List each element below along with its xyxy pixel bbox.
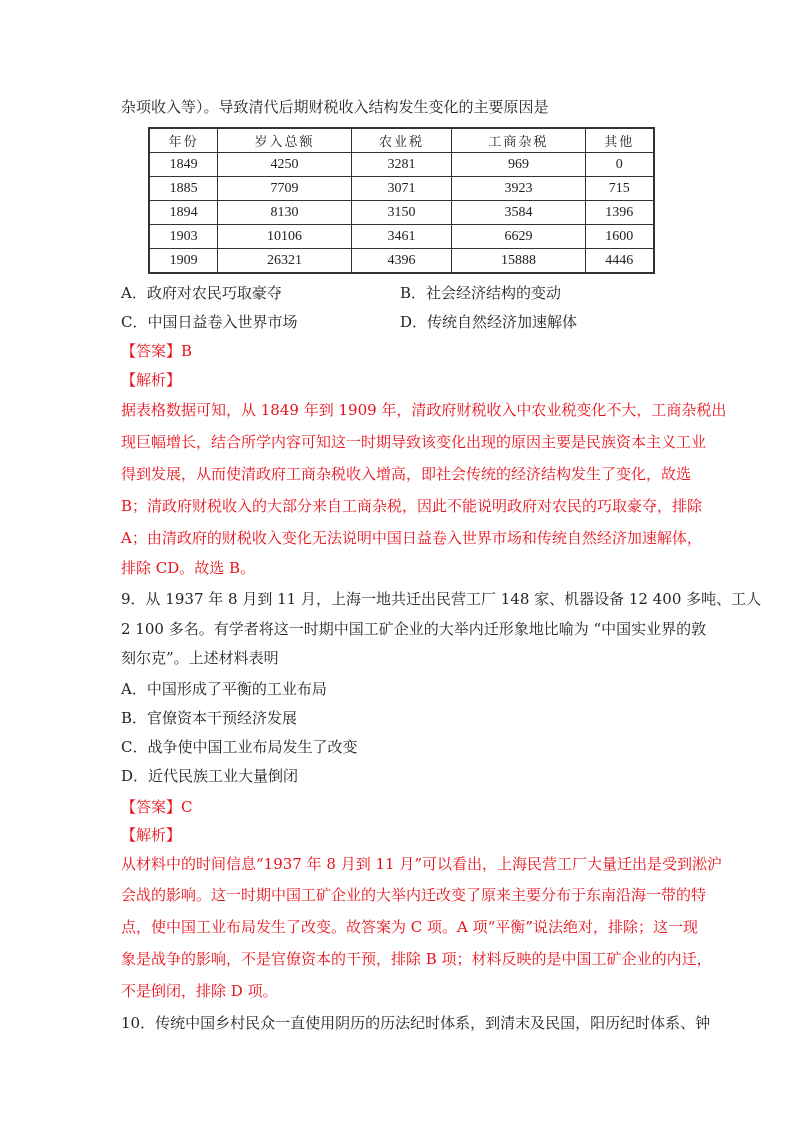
table-cell: 715: [585, 177, 654, 201]
q9-stem-line: 2 100 多名。有学者将这一时期中国工矿企业的大举内迁形象地比喻为 “中国实业界的敦: [121, 620, 707, 638]
table-row: [149, 153, 654, 177]
q8-analysis-label: 【解析】: [121, 371, 182, 389]
q8-option-b: B．社会经济结构的变动: [400, 284, 562, 302]
q9-analysis-label: 【解析】: [121, 826, 182, 844]
q9-stem-line: 9．从 1937 年 8 月到 11 月，上海一地共迁出民营工厂 148 家、机器设备 12 400 多吨、工人: [121, 590, 762, 608]
table-cell: 3150: [351, 201, 452, 225]
table-cell: 4250: [218, 153, 351, 177]
table-cell: 3071: [351, 177, 452, 201]
table-cell: 3281: [351, 153, 452, 177]
q9-analysis-line: 点，使中国工业布局发生了改变。故答案为 C 项。A 项“平衡”说法绝对，排除；这一现: [121, 918, 698, 936]
q9-analysis-line: 象是战争的影响，不是官僚资本的干预，排除 B 项；材料反映的是中国工矿企业的内迁，: [121, 950, 712, 968]
table-row: [149, 201, 654, 225]
table-cell: 4446: [585, 249, 654, 274]
q9-analysis-line: 会战的影响。这一时期中国工矿企业的大举内迁改变了原来主要分布于东南沿海一带的特: [121, 886, 707, 904]
table-cell: 10106: [218, 225, 351, 249]
header-cell: 年份: [149, 128, 218, 153]
q9-option-a: A．中国形成了平衡的工业布局: [121, 680, 327, 698]
question-8-stem: 杂项收入等）。导致清代后期财税收入结构发生变化的主要原因是: [121, 98, 549, 116]
q9-analysis-line: 从材料中的时间信息“1937 年 8 月到 11 月”可以看出，上海民营工厂大量迁出是受到淞沪: [121, 855, 722, 873]
table-cell: 1909: [149, 249, 218, 274]
header-cell: 岁入总额: [218, 128, 351, 153]
table-cell: 1894: [149, 201, 218, 225]
table-cell: 3461: [351, 225, 452, 249]
q8-analysis-line: 得到发展，从而使清政府工商杂税收入增高，即社会传统的经济结构发生了变化，故选: [121, 465, 692, 483]
q9-answer: 【答案】C: [121, 798, 193, 816]
header-cell: 工商杂税: [452, 128, 585, 153]
q8-answer: 【答案】B: [121, 342, 193, 360]
table-cell: 7709: [218, 177, 351, 201]
q9-option-c: C．战争使中国工业布局发生了改变: [121, 738, 358, 756]
table-cell: 3584: [452, 201, 585, 225]
q8-option-a: A．政府对农民巧取豪夺: [121, 284, 282, 302]
table-cell: 1885: [149, 177, 218, 201]
table-header-row: [149, 128, 654, 153]
table-cell: 6629: [452, 225, 585, 249]
table-cell: 1396: [585, 201, 654, 225]
table-row: [149, 249, 654, 274]
q8-analysis-line: 据表格数据可知，从 1849 年到 1909 年，清政府财税收入中农业税变化不大，工商杂税出: [121, 401, 727, 419]
q10-stem: 10．传统中国乡村民众一直使用阴历的历法纪时体系，到清末及民国，阳历纪时体系、钟: [121, 1014, 711, 1032]
table-cell: 8130: [218, 201, 351, 225]
table-cell: 1903: [149, 225, 218, 249]
q9-option-b: B．官僚资本干预经济发展: [121, 709, 298, 727]
q9-option-d: D．近代民族工业大量倒闭: [121, 767, 299, 785]
table-cell: 15888: [452, 249, 585, 274]
q8-analysis-line: B；清政府财税收入的大部分来自工商杂税，因此不能说明政府对农民的巧取豪夺，排除: [121, 497, 703, 515]
table-cell: 4396: [351, 249, 452, 274]
table-cell: 969: [452, 153, 585, 177]
revenue-table: [148, 127, 655, 274]
q8-analysis-line: 现巨幅增长，结合所学内容可知这一时期导致该变化出现的原因主要是民族资本主义工业: [121, 433, 707, 451]
table-row: [149, 225, 654, 249]
q8-option-c: C．中国日益卷入世界市场: [121, 313, 298, 331]
table-cell: 3923: [452, 177, 585, 201]
table-cell: 1600: [585, 225, 654, 249]
table-cell: 0: [585, 153, 654, 177]
header-cell: 其他: [585, 128, 654, 153]
table-cell: 26321: [218, 249, 351, 274]
q9-stem-line: 刻尔克”。上述材料表明: [121, 649, 279, 667]
header-cell: 农业税: [351, 128, 452, 153]
table-cell: 1849: [149, 153, 218, 177]
q8-analysis-line: A；由清政府的财税收入变化无法说明中国日益卷入世界市场和传统自然经济加速解体，: [121, 529, 702, 547]
q8-analysis-line: 排除 CD。故选 B。: [121, 559, 256, 577]
q8-option-d: D．传统自然经济加速解体: [400, 313, 578, 331]
q9-analysis-line: 不是倒闭，排除 D 项。: [121, 982, 278, 1000]
table-row: [149, 177, 654, 201]
